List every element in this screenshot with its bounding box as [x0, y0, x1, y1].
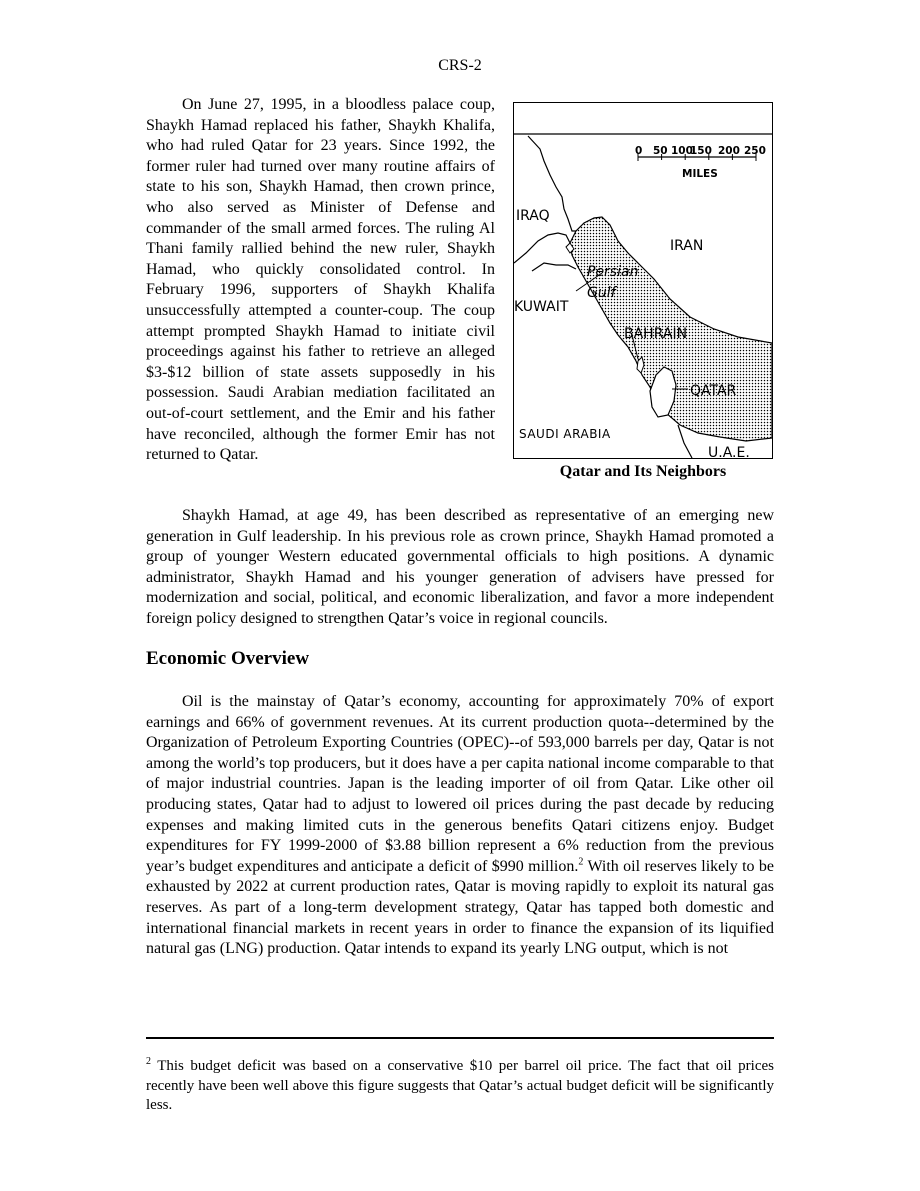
footnote-text: This budget deficit was based on a conservative $10 per barrel oil price. The fact that oil prices recently have been well above this figure suggests that Qatar’s actual budget deficit will be significantly less.: [146, 1058, 774, 1113]
scale-label-150: 150: [690, 145, 712, 157]
footnote: [146, 1057, 774, 1116]
footnote-marker: 2: [146, 1056, 151, 1067]
map-caption: Qatar and Its Neighbors: [559, 463, 727, 480]
scale-unit: MILES: [682, 168, 718, 180]
intro-paragraph: On June 27, 1995, in a bloodless palace coup, Shaykh Hamad replaced his father, Shaykh Khalifa, who had ruled Qatar for 23 years. Since 1992, the former ruler had turned over many routine affairs of state to his son, Shaykh Hamad, then crown prince, who also served as Minister of Defense and commander of the small armed forces. The ruling Al Thani family rallied behind the new ruler, Shaykh Hamad, who quickly consolidated control. In February 1996, supporters of Shaykh Khalifa unsuccessfully attempted a counter-coup. The coup attempt prompted Shaykh Hamad to initiate civil proceedings against his father to retrieve an alleged $3-$12 billion of state assets supposedly in his possession. Saudi Arabian mediation facilitated an out-of-court settlement, and the Emir and his father have reconciled, although the former Emir has not returned to Qatar.: [146, 96, 495, 464]
section-heading-economic-overview: Economic Overview: [146, 648, 310, 669]
scale-label-0: 0: [635, 145, 643, 157]
kuwait-border: [532, 263, 576, 271]
footnote-divider: [146, 1037, 774, 1039]
map-svg: [514, 103, 772, 458]
label-kuwait: KUWAIT: [514, 299, 569, 315]
label-qatar: QATAR: [690, 383, 737, 399]
paragraph-leadership: Shaykh Hamad, at age 49, has been described as representative of an emerging new generation in Gulf leadership. In his previous role as crown prince, Shaykh Hamad promoted a group of younger Western educated governmental officials to high positions. A dynamic administrator, Shaykh Hamad and his younger generation of advisers have pressed for modernization and social, political, and economic liberalization, and favor a more independent foreign policy designed to strengthen Qatar’s voice in regional councils.: [146, 507, 774, 627]
label-persian: Persian: [587, 264, 639, 280]
paragraph-economy-part-2: With oil reserves likely to be exhausted by 2022 at current production rates, Qatar is moving rapidly to exploit its natural gas reserves. As part of a long-term development strategy, Qatar has tapped both domestic and international financial markets in recent years in order to finance the expansion of its liquified natural gas (LNG) production. Qatar intends to expand its yearly LNG output, which is not: [146, 857, 775, 958]
map-frame: [513, 102, 773, 459]
scale-label-50: 50: [653, 145, 668, 157]
label-iran: IRAN: [670, 238, 704, 254]
scale-label-100: 100: [671, 145, 693, 157]
iraq-saudi-border: [514, 233, 570, 263]
map-figure: [513, 102, 773, 481]
scale-label-250: 250: [744, 145, 766, 157]
label-uae: U.A.E.: [708, 445, 750, 458]
page-header: CRS-2: [438, 57, 482, 74]
label-bahrain: BAHRAIN: [624, 326, 688, 342]
label-iraq: IRAQ: [516, 208, 550, 224]
footnote-reference[interactable]: 2: [578, 856, 584, 868]
label-gulf: Gulf: [587, 285, 616, 301]
scale-label-200: 200: [718, 145, 740, 157]
label-saudi-arabia: SAUDI ARABIA: [519, 427, 611, 441]
paragraph-economy: [146, 692, 774, 960]
paragraph-economy-part-1: Oil is the mainstay of Qatar’s economy, accounting for approximately 70% of export earnings and 66% of government revenues. At its current production quota--determined by the Organization of Petroleum Exporting Countries (OPEC)--of 593,000 barrels per day, Qatar is not among the world’s top producers, but it does have a per capita national income comparable to that of major industrial countries. Japan is the leading importer of oil from Qatar. Like other oil producing states, Qatar had to adjust to lowered oil prices during the past decade by reducing expenses and making limited cuts in the generous benefits Qatari citizens enjoy. Budget expenditures for FY 1999-2000 of $3.88 billion represent a 6% reduction from the previous year’s budget expenditures and anticipate a deficit of $990 million.: [146, 693, 774, 875]
